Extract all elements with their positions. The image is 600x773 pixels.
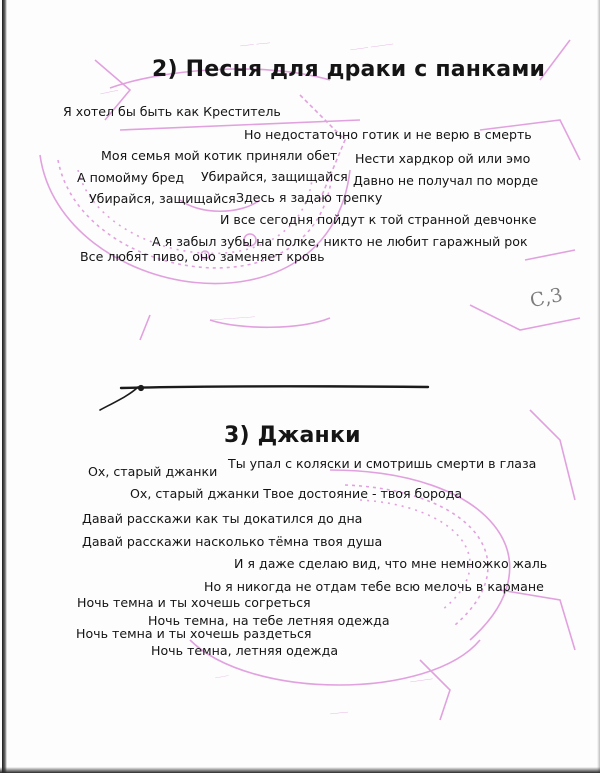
song2-line: А помойму бред bbox=[77, 170, 185, 185]
svg-text:___ ___: ___ ___ bbox=[239, 33, 271, 47]
handwritten-page-mark: С,3 bbox=[528, 283, 565, 313]
song2-line: А я забыл зубы на полке, никто не любит гаражный рок bbox=[152, 234, 528, 249]
song2-line: Давно не получал по морде bbox=[353, 173, 539, 188]
song3-line: Давай расскажи насколько тёмна твоя душа bbox=[82, 534, 383, 549]
song3-line: Ох, старый джанки Твое достояние - твоя борода bbox=[130, 486, 463, 501]
song2-line: Здесь я задаю трепку bbox=[236, 190, 383, 205]
svg-text:__________: __________ bbox=[209, 307, 256, 321]
song3-line: Ты упал с коляски и смотришь смерти в глаза bbox=[228, 456, 537, 471]
svg-text:_____: _____ bbox=[409, 669, 433, 683]
song3-line: Ночь темна, на тебе летняя одежда bbox=[148, 613, 390, 628]
song2-title: 2) Песня для драки с панками bbox=[152, 57, 546, 82]
separator-line bbox=[100, 385, 428, 410]
song2-line: Но недостаточно готик и не верю в смерть bbox=[244, 127, 532, 142]
svg-text:___: ___ bbox=[213, 666, 229, 679]
song3-line: Ночь темна и ты хочешь раздеться bbox=[76, 626, 312, 641]
svg-text:____: ____ bbox=[329, 703, 349, 715]
song3-title: 3) Джанки bbox=[224, 423, 361, 448]
song3-line: Давай расскажи как ты докатился до дна bbox=[82, 511, 363, 526]
song3-line: Ох, старый джанки bbox=[88, 464, 218, 479]
song2-line: Все любят пиво, оно заменяет кровь bbox=[80, 249, 325, 264]
song3-line: Но я никогда не отдам тебе всю мелочь в кармане bbox=[204, 579, 544, 594]
song3-line: Ночь темна, летняя одежда bbox=[151, 643, 339, 658]
svg-text:____: ____ bbox=[98, 81, 119, 95]
scan-edge-bottom bbox=[0, 767, 600, 773]
song3-line: Ночь темна и ты хочешь согреться bbox=[77, 595, 311, 610]
song3-line: И я даже сделаю вид, что мне немножко жаль bbox=[234, 556, 548, 571]
svg-text:____ _____: ____ _____ bbox=[349, 35, 394, 51]
song2-line: Убирайся, защищайся bbox=[89, 191, 236, 206]
song2-line: Я хотел бы быть как Креститель bbox=[63, 104, 281, 119]
song2-line: Моя семья мой котик приняли обет bbox=[101, 148, 338, 163]
song2-line: Нести хардкор ой или эмо bbox=[355, 151, 531, 166]
song2-line: Убирайся, защищайся bbox=[201, 169, 348, 184]
song2-line: И все сегодня пойдут к той странной девчонке bbox=[220, 212, 537, 227]
scan-edge-left bbox=[2, 0, 7, 773]
